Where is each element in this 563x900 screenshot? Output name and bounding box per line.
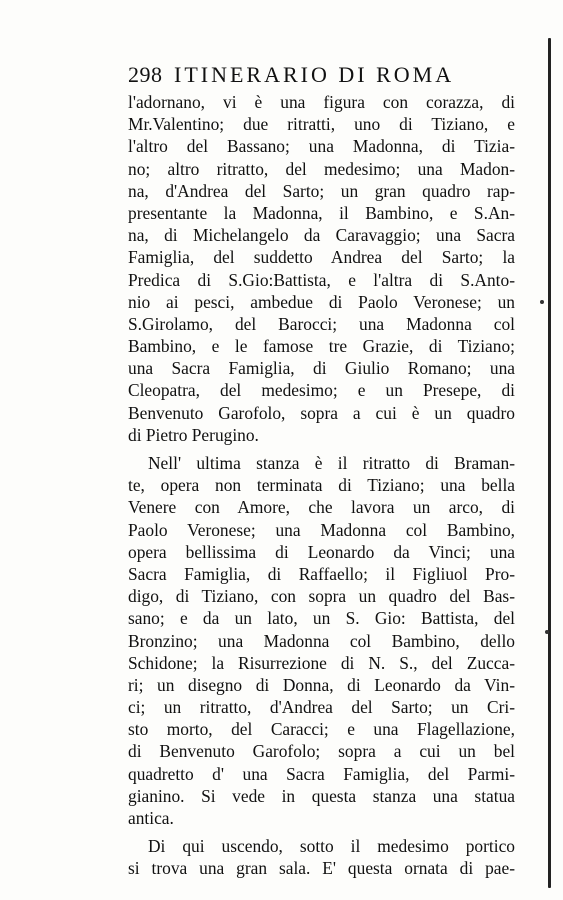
- text-line: Bambino, e le famose tre Grazie, di Tiziano;: [128, 336, 515, 357]
- paragraph-1: [128, 91, 515, 446]
- text-line: di Benvenuto Garofolo; sopra a cui un bel: [128, 741, 515, 762]
- text-line: Venere con Amore, che lavora un arco, di: [128, 497, 515, 518]
- text-line: opera bellissima di Leonardo da Vinci; una: [128, 541, 515, 562]
- text-line: sto morto, del Caracci; e una Flagellazione,: [128, 719, 515, 740]
- text-line: Famiglia, del suddetto Andrea del Sarto; la: [128, 247, 515, 268]
- text-line: sano; e da un lato, un S. Gio: Battista, del: [128, 608, 515, 629]
- text-line: Bronzino; una Madonna col Bambino, dello: [128, 630, 515, 651]
- page-number: 298: [128, 62, 163, 87]
- text-line: digo, di Tiziano, con sopra un quadro del Bas-: [128, 586, 515, 607]
- text-line: Di qui uscendo, sotto il medesimo portico: [148, 836, 515, 857]
- paragraph-3: [128, 835, 515, 879]
- print-speck: [545, 630, 549, 634]
- text-line: si trova una gran sala. E' questa ornata di pae-: [128, 858, 515, 879]
- text-line: Paolo Veronese; una Madonna col Bambino,: [128, 519, 515, 540]
- text-line: S.Girolamo, del Barocci; una Madonna col: [128, 313, 515, 334]
- text-line: nio ai pesci, ambedue di Paolo Veronese; un: [128, 291, 515, 312]
- text-line: antica.: [128, 808, 174, 828]
- text-line: Predica di S.Gio:Battista, e l'altra di S.Anto-: [128, 269, 515, 290]
- text-line: Benvenuto Garofolo, sopra a cui è un quadro: [128, 402, 515, 423]
- running-title: ITINERARIO DI ROMA: [174, 62, 455, 87]
- text-line: Nell' ultima stanza è il ritratto di Braman-: [148, 453, 515, 473]
- text-line: Cleopatra, del medesimo; e un Presepe, di: [128, 380, 515, 401]
- text-line: Sacra Famiglia, di Raffaello; il Figliuol Pro-: [128, 563, 515, 584]
- paragraph-2: [128, 452, 515, 829]
- text-line: na, di Michelangelo da Caravaggio; una Sacra: [128, 225, 515, 246]
- page-edge-shadow: [548, 38, 551, 888]
- text-line: l'adornano, vi è una figura con corazza, di: [128, 92, 515, 112]
- text-line: ri; un disegno di Donna, di Leonardo da Vin-: [128, 674, 515, 695]
- text-line: gianino. Si vede in questa stanza una statua: [128, 785, 515, 806]
- text-line: quadretto d' una Sacra Famiglia, del Parmi-: [128, 763, 515, 784]
- text-line: te, opera non terminata di Tiziano; una bella: [128, 475, 515, 496]
- page-header: [128, 62, 508, 90]
- print-speck: [540, 300, 544, 304]
- text-line: una Sacra Famiglia, di Giulio Romano; una: [128, 358, 515, 379]
- text-line: na, d'Andrea del Sarto; un gran quadro rap-: [128, 180, 515, 201]
- body-text: [128, 91, 515, 880]
- text-line: presentante la Madonna, il Bambino, e S.An-: [128, 202, 515, 223]
- text-line: di Pietro Perugino.: [128, 424, 259, 445]
- text-line: Schidone; la Risurrezione di N. S., del Zucca-: [128, 652, 515, 673]
- text-line: no; altro ritratto, del medesimo; una Madon-: [128, 158, 515, 179]
- text-line: l'altro del Bassano; una Madonna, di Tizia-: [128, 136, 515, 157]
- text-line: Mr.Valentino; due ritratti, uno di Tiziano, e: [128, 114, 515, 135]
- text-line: ci; un ritratto, d'Andrea del Sarto; un Cri-: [128, 697, 515, 718]
